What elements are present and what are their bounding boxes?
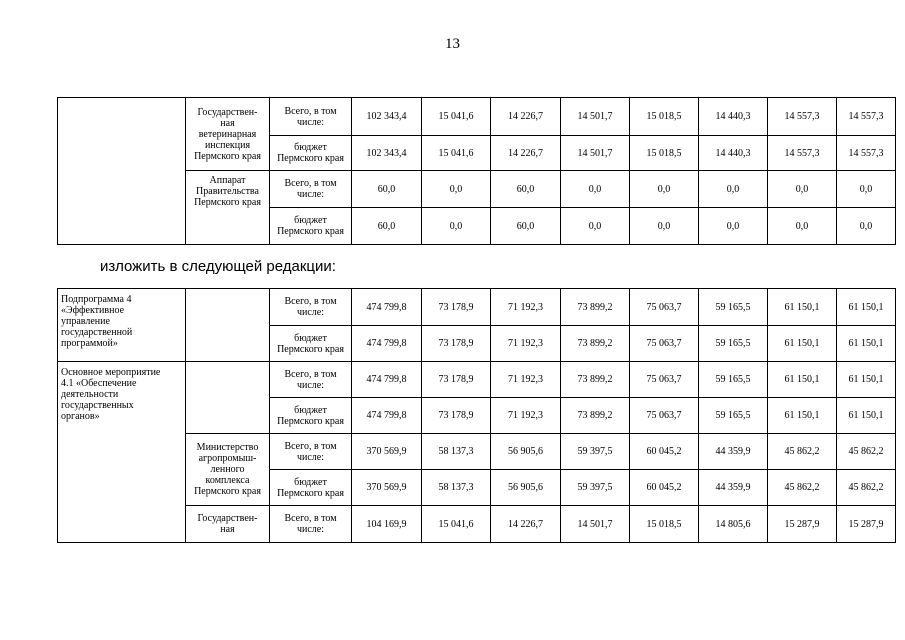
value-cell: 15 287,9 [768, 506, 837, 543]
value-cell: 71 192,3 [491, 398, 561, 434]
value-cell: 60 045,2 [630, 434, 699, 470]
value-cell: 15 041,6 [422, 506, 491, 543]
value-cell: 61 150,1 [837, 326, 896, 362]
value-cell: 61 150,1 [837, 289, 896, 326]
value-cell: 59 397,5 [561, 434, 630, 470]
value-cell: 102 343,4 [352, 136, 422, 171]
value-cell: 59 165,5 [699, 289, 768, 326]
program-cell: Подпрограмма 4 «Эффективное управление государственной программой» [58, 289, 186, 362]
page-number: 13 [445, 36, 460, 52]
value-cell: 15 018,5 [630, 506, 699, 543]
value-cell: 59 397,5 [561, 470, 630, 506]
value-cell: 73 178,9 [422, 326, 491, 362]
value-cell: 44 359,9 [699, 434, 768, 470]
value-cell: 59 165,5 [699, 398, 768, 434]
value-cell: 14 501,7 [561, 506, 630, 543]
value-cell: 14 501,7 [561, 98, 630, 136]
value-cell: 75 063,7 [630, 289, 699, 326]
value-cell: 59 165,5 [699, 326, 768, 362]
executor-cell: Министерство агропромыш- ленного комплекса Пермского края [186, 434, 270, 506]
funding-source-cell: бюджет Пермского края [270, 470, 352, 506]
value-cell: 0,0 [561, 208, 630, 245]
value-cell: 61 150,1 [768, 289, 837, 326]
value-cell: 73 899,2 [561, 289, 630, 326]
section-caption: изложить в следующей редакции: [100, 258, 336, 275]
value-cell: 45 862,2 [768, 470, 837, 506]
activity-cell: Основное мероприятие 4.1 «Обеспечение деятельности государственных органов» [58, 362, 186, 543]
value-cell: 14 226,7 [491, 506, 561, 543]
value-cell: 15 041,6 [422, 98, 491, 136]
value-cell: 15 041,6 [422, 136, 491, 171]
value-cell: 15 287,9 [837, 506, 896, 543]
funding-source-cell: бюджет Пермского края [270, 208, 352, 245]
value-cell: 474 799,8 [352, 289, 422, 326]
value-cell: 0,0 [561, 171, 630, 208]
executor-cell [186, 289, 270, 362]
value-cell: 60 045,2 [630, 470, 699, 506]
value-cell: 58 137,3 [422, 434, 491, 470]
executor-cell: Государствен- ная [186, 506, 270, 543]
value-cell: 75 063,7 [630, 362, 699, 398]
value-cell: 75 063,7 [630, 326, 699, 362]
value-cell: 0,0 [630, 208, 699, 245]
value-cell: 71 192,3 [491, 289, 561, 326]
value-cell: 73 899,2 [561, 326, 630, 362]
value-cell: 60,0 [491, 208, 561, 245]
value-cell: 45 862,2 [837, 470, 896, 506]
value-cell: 60,0 [491, 171, 561, 208]
value-cell: 14 557,3 [837, 136, 896, 171]
value-cell: 0,0 [422, 208, 491, 245]
value-cell: 71 192,3 [491, 326, 561, 362]
value-cell: 56 905,6 [491, 470, 561, 506]
value-cell: 0,0 [699, 208, 768, 245]
budget-table-old [57, 97, 896, 245]
executor-cell: Государствен- ная ветеринарная инспекция Пермского края [186, 98, 270, 171]
executor-cell [186, 362, 270, 434]
value-cell: 102 343,4 [352, 98, 422, 136]
value-cell: 0,0 [837, 171, 896, 208]
value-cell: 370 569,9 [352, 470, 422, 506]
value-cell: 61 150,1 [768, 326, 837, 362]
value-cell: 61 150,1 [837, 362, 896, 398]
value-cell: 474 799,8 [352, 326, 422, 362]
funding-source-cell: бюджет Пермского края [270, 398, 352, 434]
value-cell: 45 862,2 [837, 434, 896, 470]
value-cell: 370 569,9 [352, 434, 422, 470]
value-cell: 14 557,3 [768, 98, 837, 136]
value-cell: 14 226,7 [491, 98, 561, 136]
value-cell: 14 805,6 [699, 506, 768, 543]
value-cell: 71 192,3 [491, 362, 561, 398]
funding-source-cell: Всего, в том числе: [270, 289, 352, 326]
value-cell: 61 150,1 [768, 398, 837, 434]
value-cell: 44 359,9 [699, 470, 768, 506]
value-cell: 73 899,2 [561, 362, 630, 398]
value-cell: 60,0 [352, 208, 422, 245]
value-cell: 0,0 [422, 171, 491, 208]
value-cell: 0,0 [837, 208, 896, 245]
funding-source-cell: бюджет Пермского края [270, 136, 352, 171]
value-cell: 14 557,3 [768, 136, 837, 171]
value-cell: 56 905,6 [491, 434, 561, 470]
value-cell: 15 018,5 [630, 136, 699, 171]
value-cell: 0,0 [630, 171, 699, 208]
value-cell: 14 440,3 [699, 136, 768, 171]
value-cell: 75 063,7 [630, 398, 699, 434]
value-cell: 73 899,2 [561, 398, 630, 434]
funding-source-cell: Всего, в том числе: [270, 506, 352, 543]
value-cell: 0,0 [768, 171, 837, 208]
value-cell: 14 501,7 [561, 136, 630, 171]
funding-source-cell: бюджет Пермского края [270, 326, 352, 362]
value-cell: 59 165,5 [699, 362, 768, 398]
value-cell: 73 178,9 [422, 398, 491, 434]
value-cell: 61 150,1 [837, 398, 896, 434]
funding-source-cell: Всего, в том числе: [270, 362, 352, 398]
program-cell [58, 98, 186, 245]
value-cell: 0,0 [768, 208, 837, 245]
value-cell: 14 557,3 [837, 98, 896, 136]
funding-source-cell: Всего, в том числе: [270, 434, 352, 470]
budget-table-new [57, 288, 896, 543]
value-cell: 474 799,8 [352, 362, 422, 398]
value-cell: 60,0 [352, 171, 422, 208]
value-cell: 73 178,9 [422, 289, 491, 326]
funding-source-cell: Всего, в том числе: [270, 98, 352, 136]
funding-source-cell: Всего, в том числе: [270, 171, 352, 208]
value-cell: 0,0 [699, 171, 768, 208]
value-cell: 14 226,7 [491, 136, 561, 171]
executor-cell: Аппарат Правительства Пермского края [186, 171, 270, 245]
value-cell: 474 799,8 [352, 398, 422, 434]
value-cell: 14 440,3 [699, 98, 768, 136]
value-cell: 15 018,5 [630, 98, 699, 136]
value-cell: 45 862,2 [768, 434, 837, 470]
value-cell: 58 137,3 [422, 470, 491, 506]
value-cell: 104 169,9 [352, 506, 422, 543]
value-cell: 61 150,1 [768, 362, 837, 398]
value-cell: 73 178,9 [422, 362, 491, 398]
